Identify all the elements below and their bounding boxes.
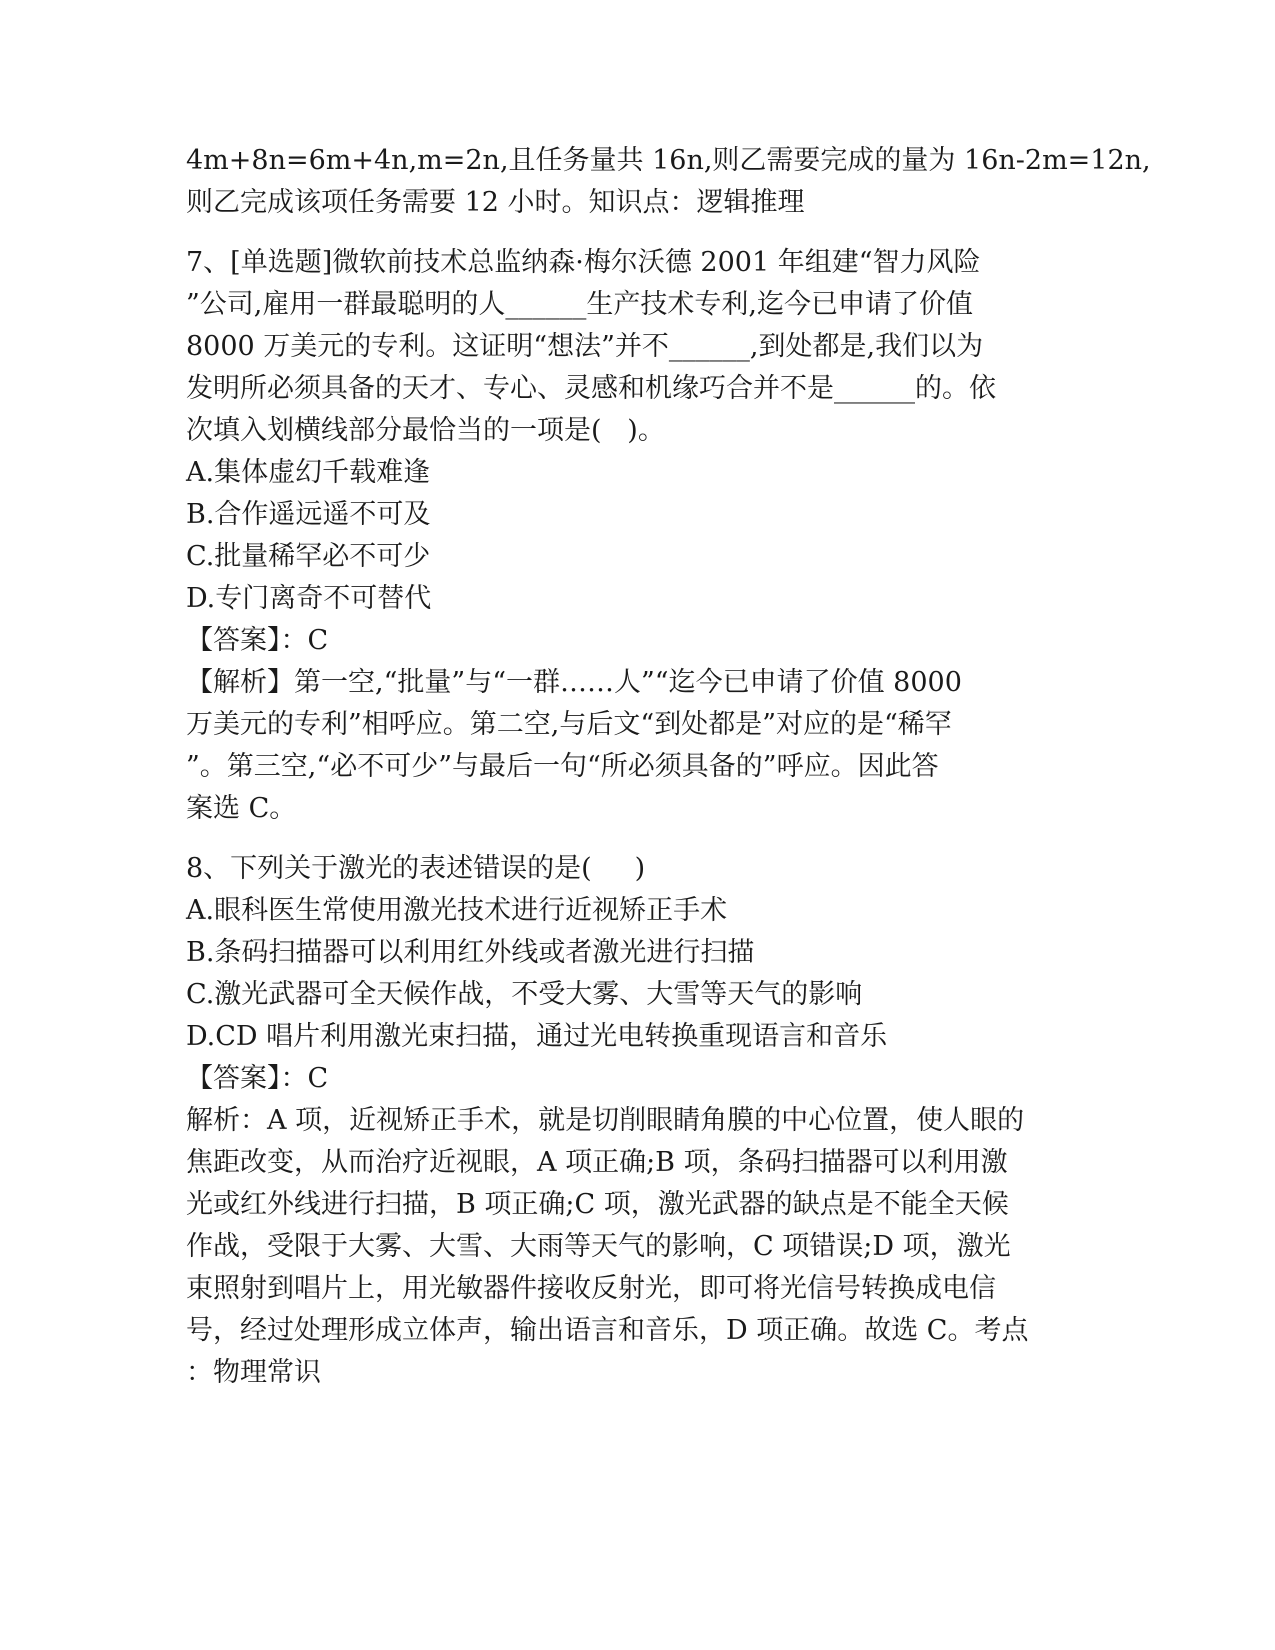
q8-option-a: A.眼科医生常使用激光技术进行近视矫正手术 bbox=[186, 895, 728, 926]
q7-option-a: A.集体虚幻千载难逢 bbox=[186, 457, 431, 488]
q8-option-c: C.激光武器可全天候作战，不受大雾、大雪等天气的影响 bbox=[186, 979, 863, 1010]
q7-stem-line: ”公司,雇用一群最聪明的人______生产技术专利,迄今已申请了价值 bbox=[186, 289, 973, 320]
q8-analysis-line: 束照射到唱片上，用光敏器件接收反射光，即可将光信号转换成电信 bbox=[186, 1273, 996, 1304]
prev-explanation-line: 4m+8n=6m+4n,m=2n,且任务量共 16n,则乙需要完成的量为 16n-2m=12n, bbox=[186, 145, 1151, 176]
prev-explanation-line: 则乙完成该项任务需要 12 小时。知识点：逻辑推理 bbox=[186, 187, 805, 218]
q8-option-b: B.条码扫描器可以利用红外线或者激光进行扫描 bbox=[186, 937, 755, 968]
q8-analysis-line: 光或红外线进行扫描，B 项正确;C 项，激光武器的缺点是不能全天候 bbox=[186, 1189, 1009, 1220]
q7-stem-line: 发明所必须具备的天才、专心、灵感和机缘巧合并不是______的。依 bbox=[186, 373, 996, 404]
q7-analysis-line: 【解析】第一空,“批量”与“一群……人”“迄今已申请了价值 8000 bbox=[186, 667, 962, 698]
q8-analysis-line: ：物理常识 bbox=[186, 1357, 321, 1388]
q8-option-d: D.CD 唱片利用激光束扫描，通过光电转换重现语言和音乐 bbox=[186, 1021, 888, 1052]
q7-analysis-line: ”。第三空,“必不可少”与最后一句“所必须具备的”呼应。因此答 bbox=[186, 751, 939, 782]
q8-analysis-line: 焦距改变，从而治疗近视眼，A 项正确;B 项，条码扫描器可以利用激 bbox=[186, 1147, 1008, 1178]
q8-analysis-line: 解析：A 项，近视矫正手术，就是切削眼睛角膜的中心位置，使人眼的 bbox=[186, 1105, 1025, 1136]
q7-option-d: D.专门离奇不可替代 bbox=[186, 583, 432, 614]
q7-option-c: C.批量稀罕必不可少 bbox=[186, 541, 431, 572]
q8-stem: 8、下列关于激光的表述错误的是( ) bbox=[186, 853, 646, 884]
q8-answer: 【答案】：C bbox=[186, 1063, 329, 1094]
q7-stem-line: 次填入划横线部分最恰当的一项是( )。 bbox=[186, 415, 665, 446]
q7-analysis-line: 万美元的专利”相呼应。第二空,与后文“到处都是”对应的是“稀罕 bbox=[186, 709, 952, 740]
q8-analysis-line: 号，经过处理形成立体声，输出语言和音乐，D 项正确。故选 C。考点 bbox=[186, 1315, 1029, 1346]
q7-option-b: B.合作遥远遥不可及 bbox=[186, 499, 431, 530]
q7-stem-line: 7、[单选题]微软前技术总监纳森·梅尔沃德 2001 年组建“智力风险 bbox=[186, 247, 981, 278]
q7-analysis-line: 案选 C。 bbox=[186, 793, 297, 824]
q8-analysis-line: 作战，受限于大雾、大雪、大雨等天气的影响，C 项错误;D 项，激光 bbox=[186, 1231, 1011, 1262]
q7-stem-line: 8000 万美元的专利。这证明“想法”并不______,到处都是,我们以为 bbox=[186, 331, 984, 362]
q7-answer: 【答案】：C bbox=[186, 625, 329, 656]
